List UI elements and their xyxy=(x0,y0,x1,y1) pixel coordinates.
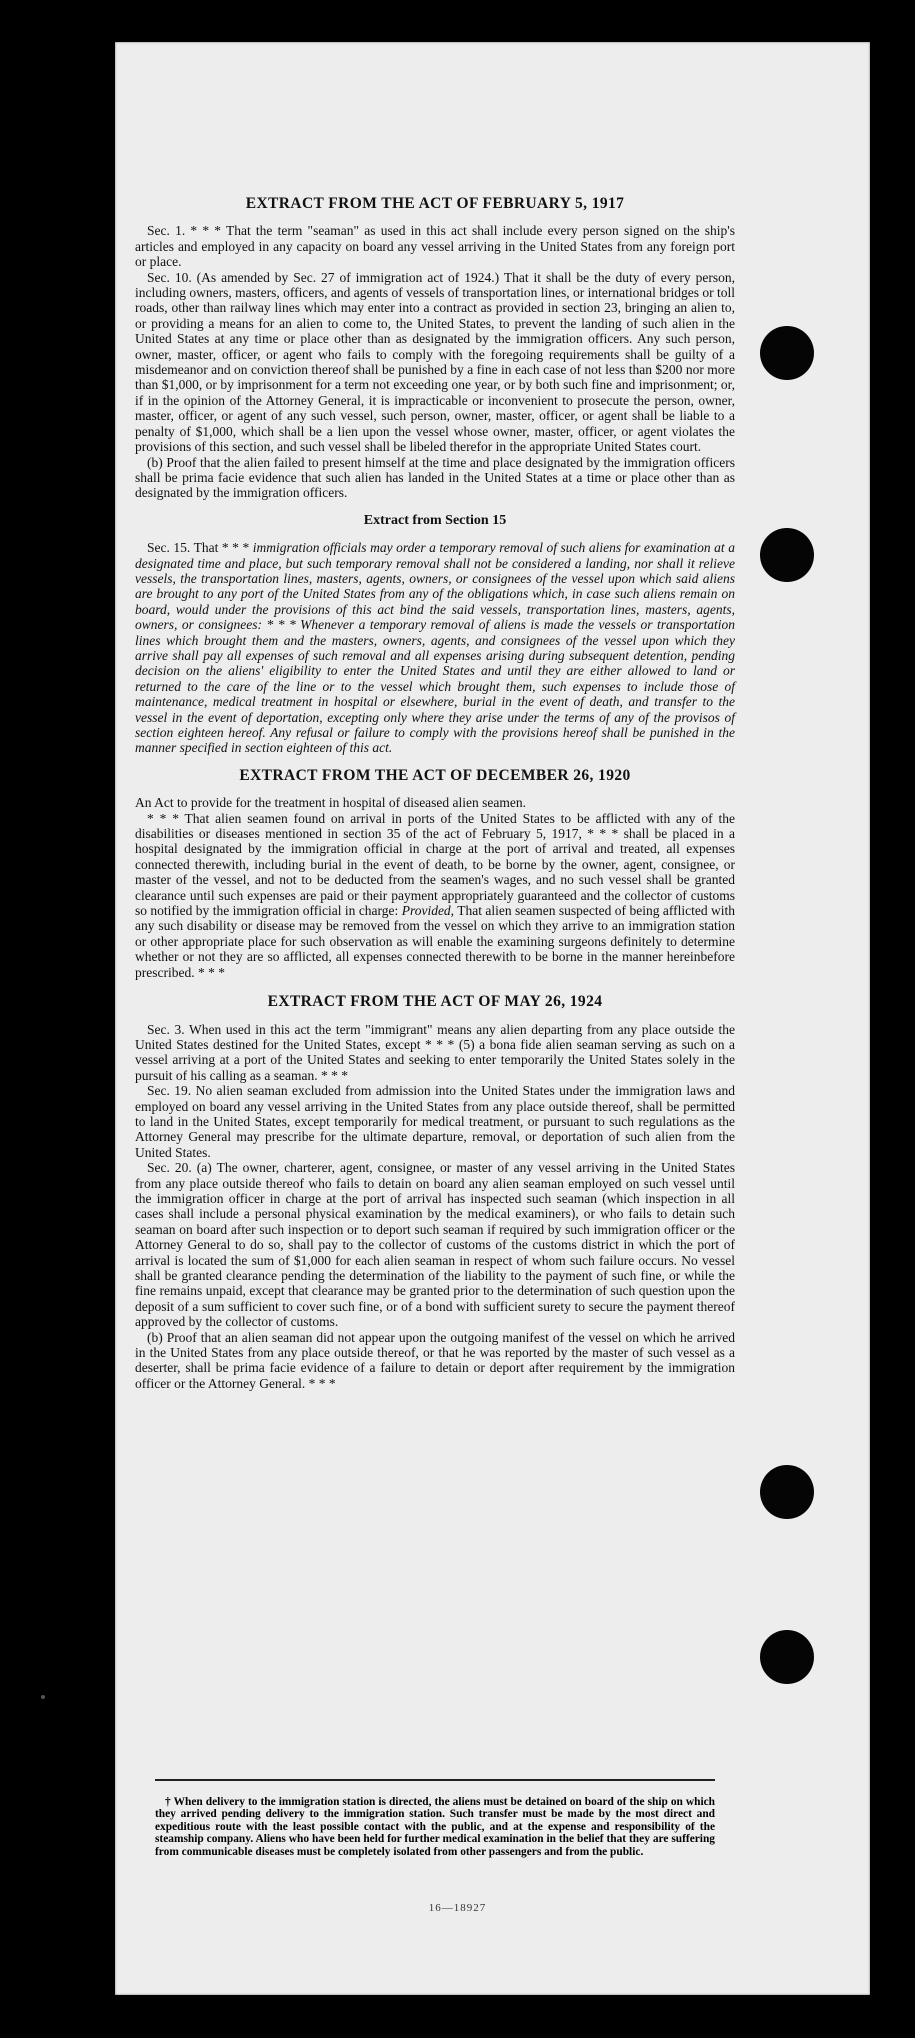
section-1: Sec. 1. * * * That the term "seaman" as used in this act shall include every person signed on the ship's articles and employed in any capacity on board any vessel arriving in the United States from any foreign port or place. xyxy=(135,223,735,270)
act-1920-rest: That alien seamen suspected of being afflicted with any such disability or disease may be removed from the vessel on which they arrive to an immigration station or other appropriate place for such observation as will enable the examining surgeons definitely to determine whether or not they are so afflicted, all expenses connected therewith to be borne in the manner hereinbefore prescribed. * * * xyxy=(135,903,735,980)
heading-act-1917: EXTRACT FROM THE ACT OF FEBRUARY 5, 1917 xyxy=(245,195,625,212)
heading-act-1924: EXTRACT FROM THE ACT OF MAY 26, 1924 xyxy=(267,993,603,1011)
act-1920-title: An Act to provide for the treatment in hospital of diseased alien seamen. xyxy=(135,795,527,811)
section-10-b: (b) Proof that the alien failed to present himself at the time and place designated by the immigration officers shall be prima facie evidence that such alien has landed in the United States at a time or place other than as designated by the immigration officers. xyxy=(135,454,735,501)
heading-section-15: Extract from Section 15 xyxy=(363,512,507,528)
section-19: Sec. 19. No alien seaman excluded from admission into the United States under the immigration laws and employed on board any vessel arriving in the United States from any place outside thereof, shall be permitted to land in the United States, except temporarily for medical treatment, or pursuant to such regulations as the Attorney General may prescribe for the ultimate departure, removal, or deportation of such alien from the United States. xyxy=(135,1083,735,1160)
section-10: Sec. 10. (As amended by Sec. 27 of immigration act of 1924.) That it shall be the duty of every person, including owners, masters, officers, and agents of vessels of transportation lines, or international bridges or toll roads, other than railway lines which may enter into a contract as provided in section 23, bringing an alien to, or providing a means for an alien to come to, the United States, to prevent the landing of such alien in the United States at any time or place other than as designated by the immigration officers. Any such person, owner, master, officer, or agent who fails to comply with the foregoing requirements shall be guilty of a misdemeanor and on conviction thereof shall be punished by a fine in each case of not less than $200 nor more than $1,000, or by imprisonment for a term not exceeding one year, or by both such fine and imprisonment; or, if in the opinion of the Attorney General, it is impracticable or inconvenient to prosecute the person, owner, master, officer, or agent of any such vessel, such person, owner, master, officer, or agent shall be liable to a penalty of $1,000, which shall be a lien upon the vessel whose owner, master, officer, or agent violates the provisions of this section, and such vessel shall be libeled therefor in the appropriate United States court. xyxy=(135,269,735,455)
section-20: Sec. 20. (a) The owner, charterer, agent, consignee, or master of any vessel arriving in the United States from any place outside thereof who fails to detain on board any alien seaman employed on such vessel until the immigration officer in charge at the port of arrival has inspected such seaman (which inspection in all cases shall include a personal physical examination by the medical examiners), or who fails to detain such seaman on board after such inspection or to deport such seaman if required by such immigration officer or the Attorney General to do so, shall pay to the collector of customs of the customs district in which the port of arrival is located the sum of $1,000 for each alien seaman in respect of whom such failure occurs. No vessel shall be granted clearance pending the determination of the liability to the payment of such fine, or while the fine remains unpaid, except that clearance may be granted prior to the determination of such question upon the deposit of a sum sufficient to cover such fine, or of a bond with sufficient surety to secure the payment thereof approved by the collector of customs. xyxy=(135,1160,735,1330)
act-1920-provided: Provided, xyxy=(401,903,455,919)
act-1920-body xyxy=(135,811,735,980)
page-code: 16—18927 xyxy=(428,1902,487,1914)
section-20-b: (b) Proof that an alien seaman did not appear upon the outgoing manifest of the vessel on which he arrived in the United States from any place outside thereof, or that he was reported by the master of such vessel as a deserter, shall be prima facie evidence of a failure to detain or deport after requirement by the immigration officer or the Attorney General. * * * xyxy=(135,1329,735,1391)
document-body xyxy=(135,60,735,1391)
section-3: Sec. 3. When used in this act the term "immigrant" means any alien departing from any place outside the United States destined for the United States, except * * * (5) a bona fide alien seaman serving as such on a vessel arriving at a port of the United States and seeking to enter temporarily the United States solely in the pursuit of his calling as a seaman. * * * xyxy=(135,1021,735,1083)
punch-hole xyxy=(760,1630,814,1684)
punch-hole xyxy=(760,326,814,380)
footnote: † When delivery to the immigration station is directed, the aliens must be detained on board of the ship on which they arrived pending delivery to the immigration station. Such transfer must be made by the most direct and expeditious route with the least possible contact with the public, and at the expense and responsibility of the steamship company. Aliens who have been held for further medical examination in the belief that they are suffering from communicable diseases must be completely isolated from other passengers and from the public. xyxy=(155,1796,715,1858)
footnote-divider xyxy=(155,1779,715,1781)
section-15-body: immigration officials may order a temporary removal of such aliens for examination at a designated time and place, but such temporary removal shall not be considered a landing, nor shall it relieve vessels, the transportation lines, masters, agents, owners, or consignees of the vessel upon which said aliens are brought to any port of the United States from any of the obligations which, in case such aliens remain on board, would under the provisions of this act bind the said vessels, transportation lines, masters, agents, owners, or consignees: * * * Whenever a temporary removal of aliens is made the vessels or transportation lines which brought them and the masters, owners, agents, and consignees of the vessel upon which they arrive shall pay all expenses of such removal and all expenses arising during subsequent detention, pending decision on the aliens' eligibility to enter the United States and until they are either allowed to land or returned to the care of the line or to the vessel which brought them, such expenses to include those of maintenance, medical treatment in hospital or elsewhere, burial in the event of death, and transfer to the vessel in the event of deportation, excepting only where they arise under the terms of any of the provisos of section eighteen hereof. Any refusal or failure to comply with the provisions hereof shall be punished in the manner specified in section eighteen of this act. xyxy=(135,540,735,756)
punch-hole xyxy=(760,1465,814,1519)
punch-hole xyxy=(760,528,814,582)
act-1920-lead: * * * That alien seamen found on arrival in ports of the United States to be afflicted with any of the disabilities or diseases mentioned in section 35 of the act of February 5, 1917, * * * shall be placed in a hospital designated by the immigration official in charge at the port of arrival and treated, all expenses connected therewith, including burial in the event of death, to be borne by the owner, agent, consignee, or master of the vessel, and not to be deducted from the seamen's wages, and no such vessel shall be granted clearance until such expenses are paid or their payment appropriately guaranteed and the collector of customs so notified by the immigration official in charge: xyxy=(135,810,735,919)
footnote-block xyxy=(155,1796,715,1858)
section-15 xyxy=(135,540,735,756)
section-15-lead: Sec. 15. That * * * xyxy=(147,540,253,556)
dust-speck xyxy=(41,1695,45,1699)
heading-act-1920: EXTRACT FROM THE ACT OF DECEMBER 26, 1920 xyxy=(239,766,631,784)
